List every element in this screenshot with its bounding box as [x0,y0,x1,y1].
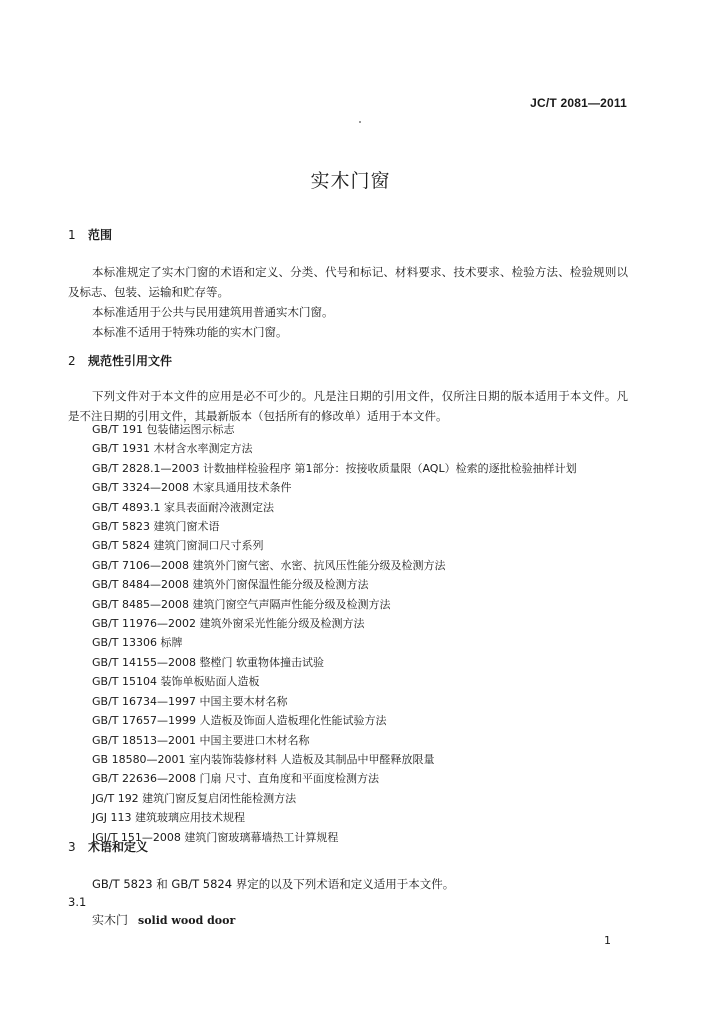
reference-item: GB/T 7106—2008 建筑外门窗气密、水密、抗风压性能分级及检测方法 [92,558,446,572]
section-1-heading [68,226,112,243]
reference-list [92,420,577,847]
section-1-body [68,262,628,342]
reference-item: GB/T 8485—2008 建筑门窗空气声隔声性能分级及检测方法 [92,597,391,611]
standard-code: JC/T 2081—2011 [530,96,627,110]
reference-item: GB/T 191 包装储运图示标志 [92,423,235,436]
section-number: 2 [68,354,76,368]
section-3-intro [68,874,628,894]
section-title: 范围 [88,228,113,242]
document-title: 实木门窗 [310,170,391,192]
reference-item: JGJ/T 151—2008 建筑门窗玻璃幕墙热工计算规程 [92,830,339,844]
reference-item: JG/T 192 建筑门窗反复启闭性能检测方法 [92,791,297,805]
reference-item: GB/T 5824 建筑门窗洞口尺寸系列 [92,539,264,553]
section-title: 术语和定义 [88,840,149,854]
reference-item: GB/T 2828.1—2003 计数抽样检验程序 第1部分：按接收质量限（AQL）检索的逐批检验抽样计划 [92,461,577,475]
reference-item: GB/T 17657—1999 人造板及饰面人造板理化性能试验方法 [92,714,387,728]
reference-item: GB/T 1931 木材含水率测定方法 [92,442,253,456]
reference-item: GB/T 15104 装饰单板贴面人造板 [92,675,260,689]
reference-item: GB/T 3324—2008 木家具通用技术条件 [92,481,292,495]
section-number: 3 [68,840,76,854]
reference-item: GB/T 16734—1997 中国主要木材名称 [92,694,288,708]
paragraph: 本标准不适用于特殊功能的实木门窗。 [92,325,288,339]
reference-item: GB/T 8484—2008 建筑外门窗保温性能分级及检测方法 [92,578,369,592]
reference-item: GB/T 18513—2001 中国主要进口木材名称 [92,733,310,747]
reference-item: JGJ 113 建筑玻璃应用技术规程 [92,811,246,825]
reference-item: GB/T 22636—2008 门扇 尺寸、直角度和平面度检测方法 [92,772,379,786]
scan-speck [359,121,361,123]
paragraph: GB/T 5823 和 GB/T 5824 界定的以及下列术语和定义适用于本文件。 [92,877,455,891]
paragraph: 本标准规定了实木门窗的术语和定义、分类、代号和标记、材料要求、技术要求、检验方法、检验规则以及标志、包装、运输和贮存等。 [68,265,628,299]
section-2-heading [68,352,172,369]
reference-item: GB/T 5823 建筑门窗术语 [92,520,220,534]
reference-item: GB/T 14155—2008 整樘门 软重物体撞击试验 [92,655,324,669]
section-3-heading [68,838,148,855]
term-chinese: 实木门 [92,913,129,927]
paragraph: 下列文件对于本文件的应用是必不可少的。凡是注日期的引用文件，仅所注日期的版本适用于本文件。凡是不注日期的引用文件，其最新版本（包括所有的修改单）适用于本文件。 [68,389,628,423]
page-number: 1 [604,934,611,947]
term-english: solid wood door [138,914,236,927]
term-entry [92,911,235,928]
section-title: 规范性引用文件 [88,354,173,368]
reference-item: GB/T 4893.1 家具表面耐冷液测定法 [92,500,274,514]
reference-item: GB/T 13306 标牌 [92,636,183,650]
clause-number: 3.1 [68,895,87,909]
paragraph: 本标准适用于公共与民用建筑用普通实木门窗。 [92,305,334,319]
reference-item: GB 18580—2001 室内装饰装修材料 人造板及其制品中甲醛释放限量 [92,752,435,766]
reference-item: GB/T 11976—2002 建筑外窗采光性能分级及检测方法 [92,617,365,631]
section-number: 1 [68,228,76,242]
